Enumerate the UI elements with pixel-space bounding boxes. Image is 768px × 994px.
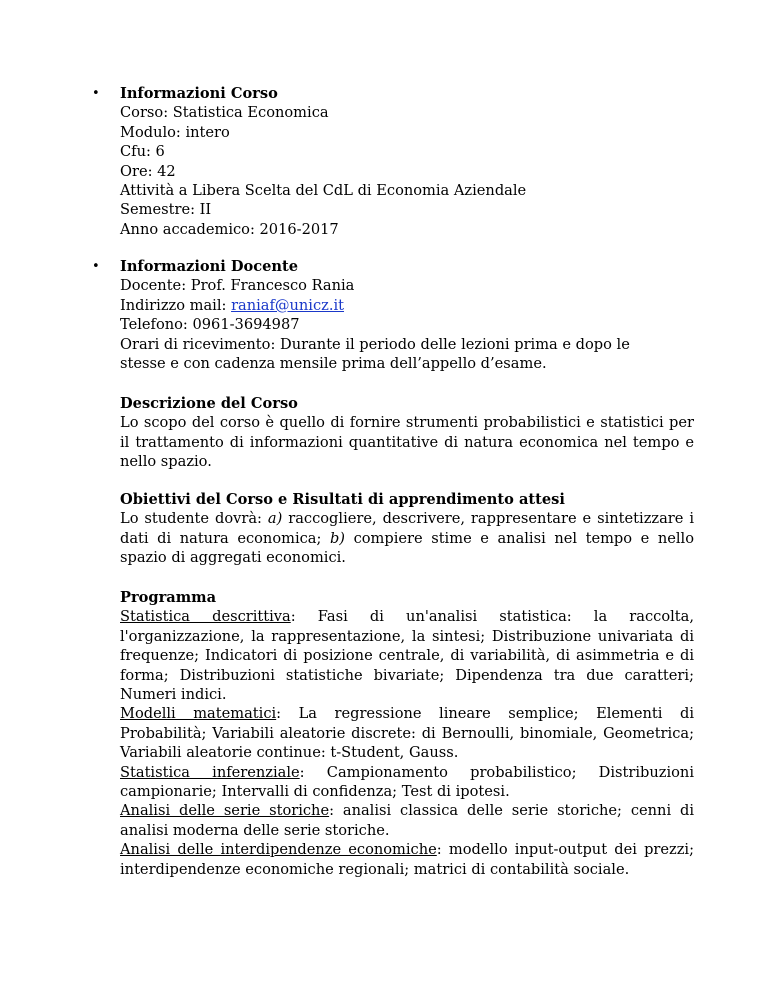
section-title: Descrizione del Corso (120, 395, 298, 412)
programma-statistica-descrittiva (120, 607, 694, 704)
info-cfu: Cfu: 6 (120, 143, 165, 161)
obiettivi-b: b) (329, 529, 346, 547)
section-descrizione (120, 394, 694, 472)
section-obiettivi (120, 490, 694, 568)
section-title: Informazioni Docente (120, 258, 299, 275)
programma-statistica-inferenziale (120, 763, 694, 802)
section-title: Obiettivi del Corso e Risultati di apprendimento attesi (120, 491, 565, 508)
bullet-icon: • (92, 259, 100, 274)
mail-label: Indirizzo mail: (120, 296, 232, 314)
info-anno: Anno accademico: 2016-2017 (120, 220, 339, 238)
info-modulo: Modulo: intero (120, 123, 230, 141)
docente-orari-1: Orari di ricevimento: Durante il periodo delle lezioni prima e dopo le (120, 335, 630, 353)
programma-text: : La regressione lineare semplice; Elementi di Probabilità; Variabili aleatorie discrete: di Bernoulli, binomiale, Geometrica; Variabili aleatorie continue: t-Student, Gauss. (120, 705, 694, 762)
obiettivi-text-2: raccogliere, descrivere, rappresentare e sintetizzare i dati di natura economica; (120, 510, 695, 547)
programma-text: : Fasi di un'analisi statistica: la raccolta, l'organizzazione, la rappresentazione, la sintesi; Distribuzione univariata di frequenze; Indicatori di posizione centrale, di variabilità, di asimmetria e di forma; Distribuzioni statistiche bivariate; Dipendenza tra due caratteri; Numeri indici. (120, 608, 694, 704)
obiettivi-text-1: Lo studente dovrà: (120, 510, 268, 528)
programma-heading: Analisi delle serie storiche (120, 802, 330, 820)
programma-serie-storiche (120, 801, 694, 840)
descrizione-text: Lo scopo del corso è quello di fornire strumenti probabilistici e statistici per il trattamento di informazioni quantitative di natura economica nel tempo e nello spazio. (120, 414, 694, 471)
programma-heading: Modelli matematici (120, 705, 277, 723)
info-ore: Ore: 42 (120, 162, 176, 180)
docente-orari-2: stesse e con cadenza mensile prima dell’appello d’esame. (120, 355, 547, 373)
programma-heading: Analisi delle interdipendenze economiche (120, 841, 437, 859)
mail-link[interactable]: raniaf@unicz.it (231, 296, 345, 314)
section-programma (120, 588, 694, 879)
programma-interdipendenze (120, 840, 694, 879)
programma-text: : analisi classica delle serie storiche; cenni di analisi moderna delle serie storiche. (120, 802, 694, 839)
section-title: Programma (120, 589, 217, 606)
obiettivi-text (120, 509, 694, 567)
info-corso: Corso: Statistica Economica (120, 104, 329, 122)
obiettivi-a: a) (267, 510, 283, 528)
programma-text: : Campionamento probabilistico; Distribuzioni campionarie; Intervalli di confidenza; Test di ipotesi. (120, 763, 694, 801)
docente-mail (120, 296, 694, 315)
section-title: Informazioni Corso (120, 85, 278, 102)
programma-modelli-matematici (120, 704, 694, 762)
info-attivita: Attività a Libera Scelta del CdL di Economia Aziendale (120, 182, 527, 200)
programma-text: : modello input-output dei prezzi; interdipendenze economiche regionali; matrici di contabilità sociale. (120, 841, 694, 878)
bullet-icon: • (92, 86, 100, 101)
obiettivi-text-3: compiere stime e analisi nel tempo e nello spazio di aggregati economici. (120, 529, 694, 567)
info-semestre: Semestre: II (120, 201, 212, 219)
programma-heading: Statistica descrittiva (120, 608, 291, 626)
docente-telefono: Telefono: 0961-3694987 (120, 316, 300, 334)
programma-heading: Statistica inferenziale (120, 763, 300, 781)
docente-name: Docente: Prof. Francesco Rania (120, 277, 355, 295)
section-informazioni-corso (92, 84, 694, 239)
section-informazioni-docente (92, 257, 694, 373)
